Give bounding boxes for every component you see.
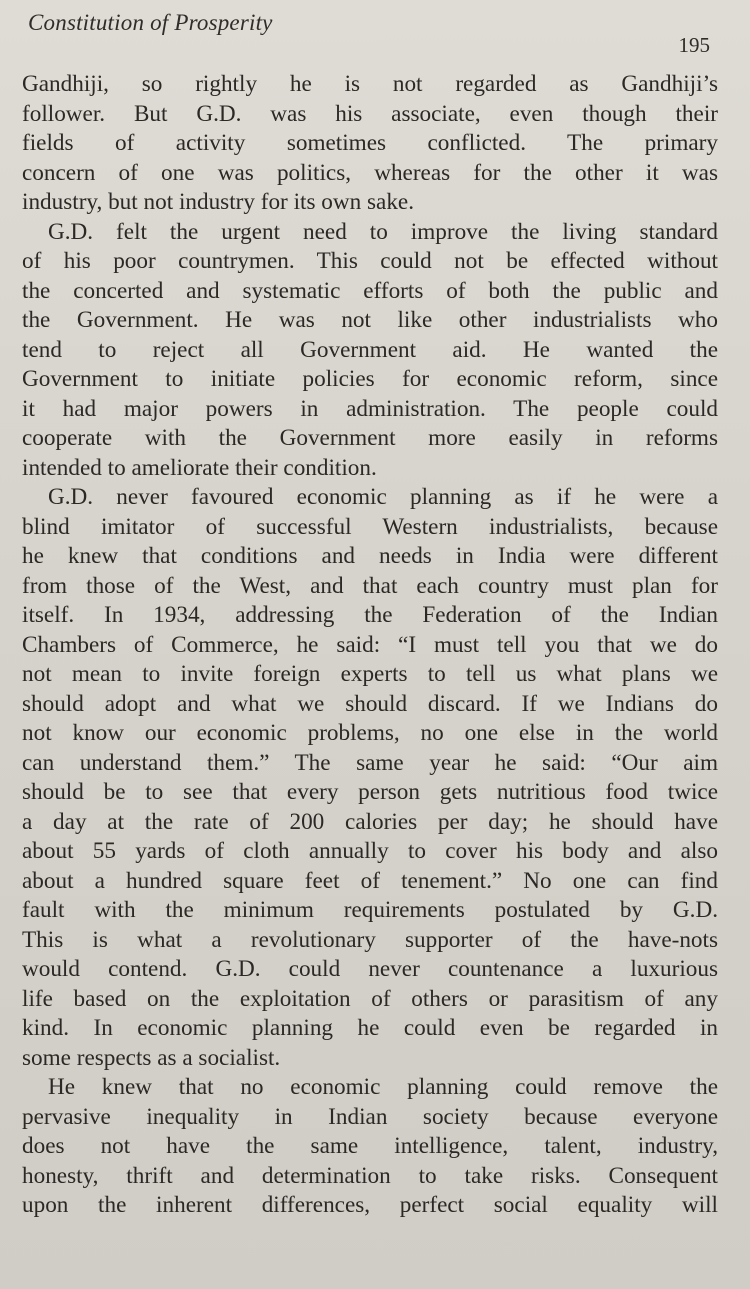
text-line: G.D. felt the urgent need to improve the living standard [48, 218, 718, 245]
text-line: tend to reject all Government aid. He wanted the [22, 336, 718, 363]
text-line: Government to initiate policies for economic reform, since [22, 366, 718, 392]
text-line: not know our economic problems, no one else in the world [22, 720, 718, 746]
text-line: not mean to invite foreign experts to tell us what plans we [22, 661, 718, 687]
text-line: pervasive inequality in Indian society because everyone [22, 1103, 718, 1130]
text-line: He knew that no economic planning could remove the [48, 1074, 718, 1100]
text-line: it had major powers in administration. The people could [22, 395, 718, 422]
text-line: kind. In economic planning he could even be regarded in [22, 1015, 718, 1041]
text-line: from those of the West, and that each country must plan for [22, 572, 718, 599]
page-number: 195 [678, 33, 710, 57]
text-line: fault with the minimum requirements postulated by G.D. [22, 897, 718, 923]
text-line: Gandhiji, so rightly he is not regarded as Gandhiji’s [22, 71, 718, 97]
text-line: the Government. He was not like other industrialists who [22, 307, 718, 333]
text-line: upon the inherent differences, perfect social equality will [22, 1192, 718, 1218]
text-line: follower. But G.D. was his associate, even though their [22, 100, 718, 127]
text-line: Chambers of Commerce, he said: “I must tell you that we do [22, 631, 718, 658]
text-line: the concerted and systematic efforts of both the public and [22, 277, 718, 304]
text-line: would contend. G.D. could never countenance a luxurious [22, 956, 718, 982]
text-line: G.D. never favoured economic planning as if he were a [48, 484, 718, 510]
text-line: some respects as a socialist. [22, 1044, 281, 1071]
running-head-title: Constitution of Prosperity [28, 10, 273, 35]
body-text [22, 70, 718, 1221]
text-line: should be to see that every person gets nutritious food twice [22, 779, 718, 805]
text-line: life based on the exploitation of others or parasitism of any [22, 985, 718, 1012]
text-line: intended to ameliorate their condition. [22, 454, 377, 481]
text-line: he knew that conditions and needs in India were different [22, 543, 718, 569]
text-line: itself. In 1934, addressing the Federation of the Indian [22, 602, 718, 628]
text-line: cooperate with the Government more easily in reforms [22, 425, 718, 451]
text-line: can understand them.” The same year he said: “Our aim [22, 749, 718, 776]
text-line: honesty, thrift and determination to take risks. Consequent [22, 1162, 718, 1189]
text-line: about 55 yards of cloth annually to cover his body and also [22, 838, 718, 864]
text-line: fields of activity sometimes conflicted. The primary [22, 130, 718, 156]
text-line: blind imitator of successful Western industrialists, because [22, 513, 718, 540]
text-line: does not have the same intelligence, talent, industry, [22, 1133, 718, 1159]
text-line: of his poor countrymen. This could not be effected without [22, 248, 718, 274]
text-line: This is what a revolutionary supporter of the have-nots [22, 926, 718, 953]
text-line: industry, but not industry for its own sake. [22, 189, 415, 215]
text-line: a day at the rate of 200 calories per day; he should have [22, 808, 718, 835]
text-line: about a hundred square feet of tenement.” No one can find [22, 867, 718, 894]
text-line: concern of one was politics, whereas for the other it was [22, 159, 718, 186]
text-line: should adopt and what we should discard. If we Indians do [22, 690, 718, 717]
